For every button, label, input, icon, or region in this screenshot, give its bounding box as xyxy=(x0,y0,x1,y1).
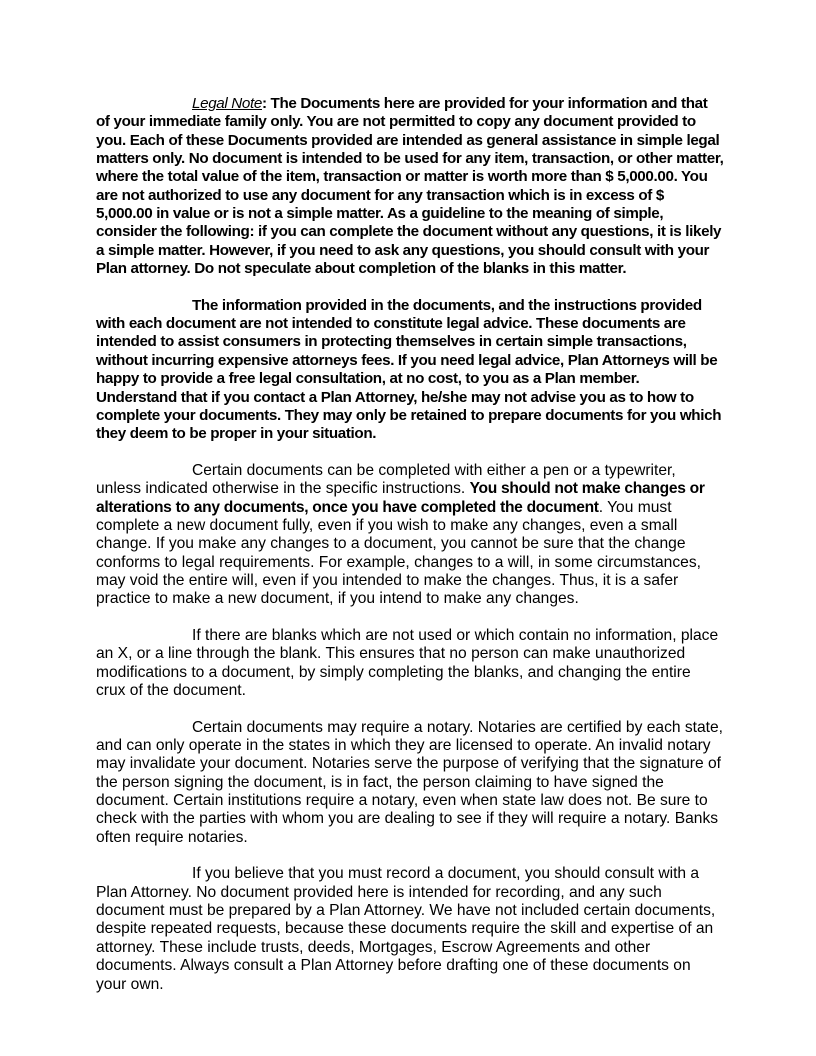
paragraph-changes xyxy=(96,462,724,609)
changes-text-after: . You must complete a new document fully, even if you wish to make any changes, even a small change. If you make any changes to a document, you cannot be sure that the change conforms to legal requirements. For example, changes to a will, in some circumstances, may void the entire will, even if you intended to make the changes. Thus, it is a safer practice to make a new document, if you intend to make any changes. xyxy=(96,498,701,608)
legal-note-text: The Documents here are provided for your information and that of your immediate family only. You are not permitted to copy any document provided to you. Each of these Documents provided are intended as general assistance in simple legal matters only. No document is intended to be used for any item, transaction, or other matter, where the total value of the item, transaction or matter is worth more than $ 5,000.00. You are not authorized to use any document for any transaction which is in excess of $ 5,000.00 in value or is not a simple matter. As a guideline to the meaning of simple, consider the following: if you can complete the document without any questions, it is likely a simple matter. However, if you need to ask any questions, you should consult with your Plan attorney. Do not speculate about completion of the blanks in this matter. xyxy=(96,95,724,278)
changes-text-before: Certain documents can be completed with either a pen or a typewriter, unless indicated otherwise in the specific instructions. xyxy=(96,461,676,498)
legal-note-colon: : xyxy=(261,95,267,112)
changes-emphasis: You should not make changes or alterations to any documents, once you have completed the document xyxy=(96,480,705,516)
paragraph-legal-advice: The information provided in the documents, and the instructions provided with each document are not intended to constitute legal advice. These documents are intended to assist consumers in protecting themselves in certain simple transactions, without incurring expensive attorneys fees. If you need legal advice, Plan Attorneys will be happy to provide a free legal consultation, at no cost, to you as a Plan member. Understand that if you contact a Plan Attorney, he/she may not advise you as to how to complete your documents. They may only be retained to prepare documents for you which they deem to be proper in your situation. xyxy=(96,296,722,443)
paragraph-notary: Certain documents may require a notary. Notaries are certified by each state, and can only operate in the states in which they are licensed to operate. An invalid notary may invalidate your document. Notaries serve the purpose of verifying that the signature of the person signing the document, is in fact, the person claiming to have signed the document. Certain institutions require a notary, even when state law does not. Be sure to check with the parties with whom you are dealing to see if they will require a notary. Banks often require notaries. xyxy=(96,718,724,846)
legal-note-label: Legal Note xyxy=(192,95,262,112)
paragraph-recording: If you believe that you must record a document, you should consult with a Plan Attorney. No document provided here is intended for recording, and any such document must be prepared by a Plan Attorney. We have not included certain documents, despite repeated requests, because these documents require the skill and expertise of an attorney. These include trusts, deeds, Mortgages, Escrow Agreements and other documents. Always consult a Plan Attorney before drafting one of these documents on your own. xyxy=(96,865,716,993)
paragraph-blanks: If there are blanks which are not used or which contain no information, place an X, or a line through the blank. This ensures that no person can make unauthorized modifications to a document, by simply completing the blanks, and changing the entire crux of the document. xyxy=(96,626,719,699)
paragraph-legal-note xyxy=(96,95,724,278)
document-page xyxy=(96,95,724,994)
